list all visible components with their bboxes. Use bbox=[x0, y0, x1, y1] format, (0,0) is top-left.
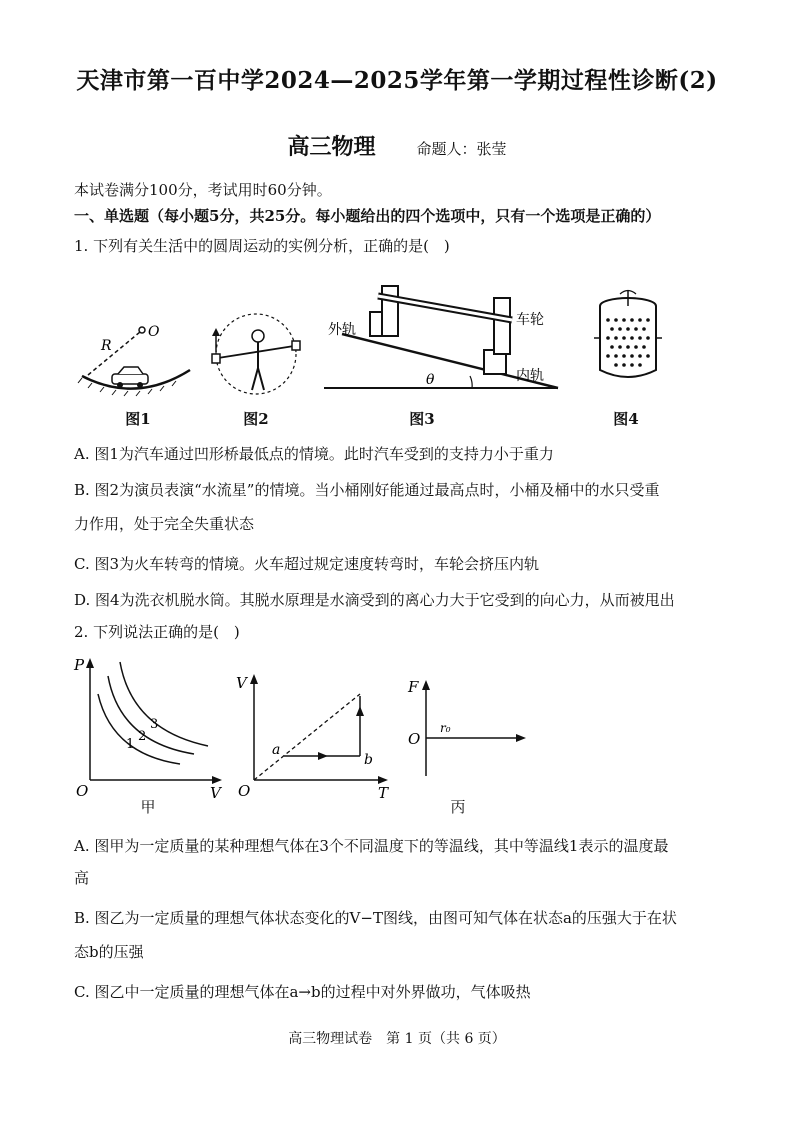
label-theta: θ bbox=[426, 372, 435, 388]
label-a: a bbox=[272, 742, 281, 758]
q2-option-b: B. 图乙为一定质量的理想气体状态变化的V−T图线，由图可知气体在状态a的压强大于在状 bbox=[74, 909, 677, 927]
graph-jia bbox=[70, 650, 230, 800]
graph-bing bbox=[404, 672, 534, 782]
curve-label-1: 1 bbox=[126, 737, 135, 752]
label-inner-rail: 内轨 bbox=[516, 368, 544, 384]
figure-4 bbox=[588, 288, 668, 398]
q2-stem: 2. 下列说法正确的是( ) bbox=[74, 623, 240, 641]
v-axis-arrow bbox=[250, 674, 258, 684]
graph-bing-label: 丙 bbox=[450, 798, 466, 816]
label-T: T bbox=[378, 784, 389, 800]
isotherm-2 bbox=[108, 676, 194, 754]
p-axis-arrow bbox=[86, 658, 94, 668]
fig4-label: 图4 bbox=[613, 410, 639, 428]
angle-arc bbox=[470, 376, 472, 388]
label-V: V bbox=[210, 784, 221, 800]
q1-option-c: C. 图3为火车转弯的情境。火车超过规定速度转弯时，车轮会挤压内轨 bbox=[74, 555, 540, 573]
section-heading: 一、单选题（每小题5分，共25分。每小题给出的四个选项中，只有一个选项是正确的） bbox=[74, 207, 661, 225]
q2-option-a: A. 图甲为一定质量的某种理想气体在3个不同温度下的等温线，其中等温线1表示的温度最 bbox=[74, 837, 669, 855]
curve-label-2: 2 bbox=[138, 729, 147, 744]
page-title: 天津市第一百中学2024—2025学年第一学期过程性诊断(2) bbox=[76, 67, 718, 94]
car-roof bbox=[118, 367, 143, 374]
curve-label-3: 3 bbox=[150, 717, 159, 732]
t-axis-arrow bbox=[378, 776, 388, 784]
label-P: P bbox=[74, 656, 85, 674]
q1-option-b: B. 图2为演员表演“水流星”的情境。当小桶刚好能通过最高点时，小桶及桶中的水只受重 bbox=[74, 481, 660, 499]
intro-text: 本试卷满分100分，考试用时60分钟。 bbox=[74, 181, 332, 199]
wheel-right bbox=[494, 298, 510, 354]
circular-path bbox=[216, 314, 296, 394]
label-outer-rail: 外轨 bbox=[328, 322, 356, 338]
q1-stem: 1. 下列有关生活中的圆周运动的实例分析，正确的是( ) bbox=[74, 237, 450, 255]
subject-title: 高三物理 bbox=[287, 134, 376, 160]
bucket-left bbox=[212, 354, 220, 363]
v-axis-arrow bbox=[212, 776, 222, 784]
arrow-a-to-b bbox=[318, 752, 328, 760]
label-origin: O bbox=[408, 730, 421, 748]
arrow-vertical bbox=[356, 706, 364, 716]
fig3-label: 图3 bbox=[409, 410, 435, 428]
bucket-right bbox=[292, 341, 300, 350]
fig2-label: 图2 bbox=[243, 410, 269, 428]
car-wheel bbox=[117, 382, 123, 388]
center-point bbox=[139, 327, 145, 333]
label-b: b bbox=[364, 752, 373, 768]
drum-body bbox=[600, 306, 656, 377]
q2-option-b-cont: 态b的压强 bbox=[74, 943, 144, 961]
arrow-head bbox=[212, 328, 220, 336]
graph-yi bbox=[234, 664, 394, 800]
q2-option-a-cont: 高 bbox=[74, 869, 90, 887]
q1-option-a: A. 图1为汽车通过凹形桥最低点的情境。此时汽车受到的支持力小于重力 bbox=[74, 445, 554, 463]
performer-body bbox=[252, 342, 264, 390]
car-body bbox=[112, 374, 148, 384]
r-axis-arrow bbox=[516, 734, 526, 742]
label-wheel: 车轮 bbox=[516, 312, 544, 328]
rope bbox=[218, 346, 294, 358]
graph-jia-label: 甲 bbox=[140, 798, 156, 816]
car-wheel bbox=[137, 382, 143, 388]
label-O: O bbox=[148, 324, 160, 340]
performer-head bbox=[252, 330, 264, 342]
q1-option-d: D. 图4为洗衣机脱水筒。其脱水原理是水滴受到的离心力大于它受到的向心力，从而被甩出 bbox=[74, 591, 675, 609]
q1-option-b-cont: 力作用，处于完全失重状态 bbox=[74, 515, 255, 533]
label-origin: O bbox=[76, 782, 89, 800]
page-footer: 高三物理试卷 第 1 页（共 6 页） bbox=[288, 1031, 506, 1047]
subtitle bbox=[0, 130, 794, 161]
figure-1 bbox=[76, 320, 196, 400]
author-line: 命题人：张莹 bbox=[416, 140, 507, 158]
isotherm-3 bbox=[120, 662, 208, 746]
dashed-line bbox=[254, 694, 360, 780]
f-axis-arrow bbox=[422, 680, 430, 690]
figure-2 bbox=[206, 308, 306, 404]
label-V: V bbox=[236, 674, 247, 692]
figure-3 bbox=[322, 272, 562, 396]
wheel-left bbox=[382, 286, 398, 336]
label-origin: O bbox=[238, 782, 251, 800]
label-F: F bbox=[408, 678, 419, 696]
label-r0: r₀ bbox=[440, 721, 451, 735]
fig1-label: 图1 bbox=[125, 410, 151, 428]
q2-option-c: C. 图乙中一定质量的理想气体在a→b的过程中对外界做功，气体吸热 bbox=[74, 983, 531, 1001]
label-R: R bbox=[101, 338, 112, 354]
